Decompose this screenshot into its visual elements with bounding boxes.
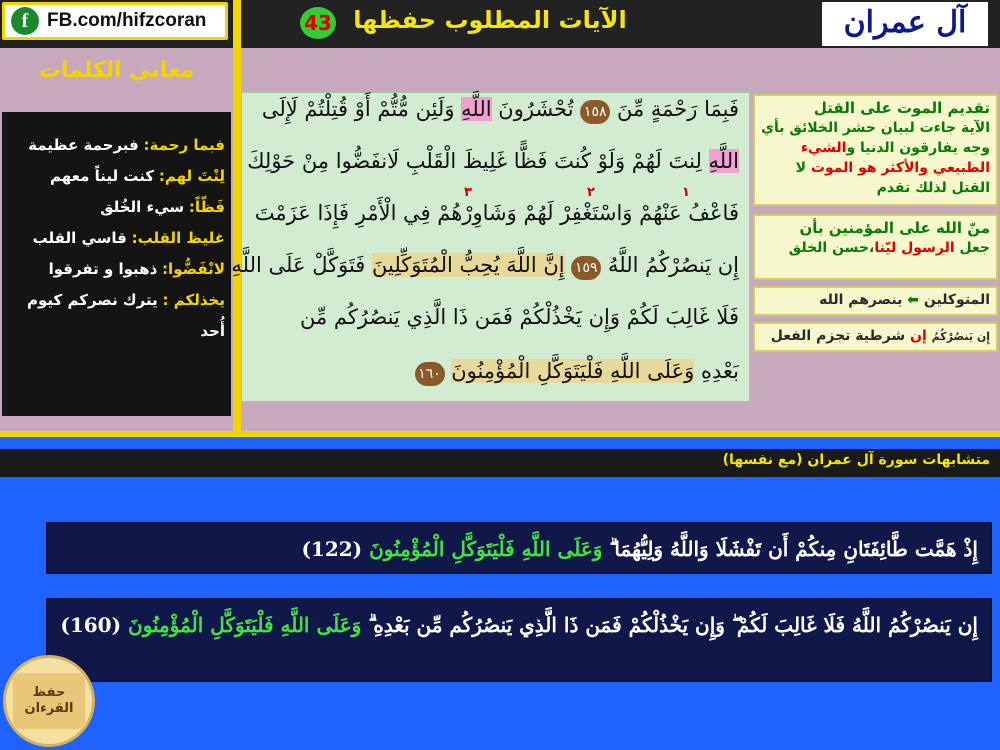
meaning-term: فبما رحمة:	[143, 136, 225, 154]
ayah-number: ١٥٩	[571, 256, 601, 280]
meaning-def: يترك نصركم كيوم أُحد	[27, 291, 225, 340]
verse-text: فَتَوَكَّلْ عَلَى اللَّهِ	[231, 253, 366, 277]
meaning-def: سيء الخُلق	[100, 198, 185, 216]
verse-panel	[231, 92, 750, 402]
verse-text: إِن يَنصُرْكُمُ اللَّهُ فَلَا غَالِبَ لَكُمْ ۖ وَإِن يَخْذُلْكُمْ فَمَن ذَا الَّذِي يَنصُرُكُم مِّن بَعْدِهِ ۗ	[368, 613, 978, 637]
note-death-before-killing	[753, 94, 998, 206]
similar-verse-160	[46, 598, 992, 682]
verse-line-6	[251, 359, 739, 386]
note-prophet-gentle	[753, 214, 998, 280]
ayah-number: ١٥٨	[580, 100, 610, 124]
lesson-number-badge: 43	[300, 7, 336, 39]
verse-line-2	[247, 149, 739, 173]
meaning-item	[8, 285, 225, 347]
meaning-item	[8, 254, 225, 285]
meaning-term: فَظّاً:	[188, 198, 225, 216]
verse-text: فَاعْفُ عَنْهُمْ وَاسْتَغْفِرْ لَهُمْ وَشَاوِرْهُمْ فِي الْأَمْرِ فَإِذَا عَزَمْتَ	[254, 201, 739, 225]
verse-text: بَعْدِهِ	[700, 359, 739, 383]
similar-title: متشابهات سورة آل عمران (مع نفسها)	[722, 452, 990, 468]
meaning-term: غليظ القلب:	[131, 229, 225, 247]
meaning-def: قاسي القلب	[32, 229, 127, 247]
ayah-number: ١٦٠	[415, 362, 445, 386]
meaning-item	[8, 130, 225, 161]
facebook-url: FB.com/hifzcoran	[47, 10, 207, 31]
meaning-def: ذهبوا و تفرقوا	[48, 260, 158, 278]
verse-text: فَلَا غَالِبَ لَكُمْ وَإِن يَخْذُلْكُمْ فَمَن ذَا الَّذِي يَنصُرُكُم مِّن	[299, 305, 739, 329]
verse-line-4	[231, 253, 739, 280]
verse-line-5	[251, 305, 739, 329]
verse-line-1	[251, 97, 739, 124]
meanings-list	[2, 112, 231, 416]
verse-number: (122)	[301, 537, 363, 561]
surah-name: آل عمران	[822, 2, 988, 46]
meaning-def: فبرحمة عظيمة	[28, 136, 139, 154]
facebook-link[interactable]	[2, 2, 228, 40]
verse-text: تُحْشَرُونَ	[498, 97, 574, 121]
arrow-left-icon: ⬅	[907, 292, 920, 308]
word-marker: ٢	[587, 185, 595, 200]
verse-text: فَبِمَا رَحْمَةٍ مِّنَ	[616, 97, 739, 121]
verse-highlight: اللَّهِ	[461, 97, 492, 121]
verse-highlight: إِنَّ اللَّهَ يُحِبُّ الْمُتَوَكِّلِينَ	[372, 253, 565, 277]
note-text: شرطية تجزم الفعل	[770, 328, 906, 344]
meaning-term: لِنْتَ لهم:	[158, 167, 225, 185]
similar-verse-122	[46, 522, 992, 574]
verse-text: إِذْ هَمَّت طَّائِفَتَانِ مِنكُمْ أَن تَفْشَلَا وَاللَّهُ وَلِيُّهُمَا ۗ	[609, 537, 978, 561]
meanings-title: معاني الكلمات	[38, 58, 195, 83]
note-title: تقديم الموت على القتل	[813, 99, 990, 117]
meaning-item	[8, 161, 225, 192]
logo-text: القرءان	[24, 701, 74, 716]
meaning-term: يخذلكم :	[162, 291, 225, 309]
note-text: جعل	[959, 240, 990, 256]
note-highlight: والأكثر هو الموت	[810, 160, 928, 176]
note-text: ينصرهم الله	[819, 292, 903, 308]
meaning-def: كنت ليناً معهم	[49, 167, 155, 185]
facebook-icon: f	[11, 7, 39, 35]
note-text: لا القتل لذلك تقدم	[795, 160, 990, 196]
note-reliers	[753, 286, 998, 316]
note-highlight: الرسول ليّنا	[874, 240, 955, 256]
vertical-divider	[233, 0, 241, 432]
note-text: ،حسن الخلق	[788, 240, 875, 256]
meaning-term: لانْفَضُّوا:	[162, 260, 225, 278]
meaning-item	[8, 223, 225, 254]
logo-text: حفظ	[32, 685, 66, 700]
verse-highlight: وَعَلَى اللَّهِ فَلْيَتَوَكَّلِ الْمُؤْمِنُونَ	[451, 359, 695, 383]
verse-highlight: وَعَلَى اللَّهِ فَلْيَتَوَكَّلِ الْمُؤْمِنُونَ	[128, 613, 362, 637]
verse-line-3	[251, 201, 739, 225]
verse-number: (160)	[60, 613, 122, 637]
word-marker: ١	[682, 185, 690, 200]
page-title: الآيات المطلوب حفظها	[353, 6, 627, 34]
verse-highlight: وَعَلَى اللَّهِ فَلْيَتَوَكَّلِ الْمُؤْمِنُونَ	[369, 537, 603, 561]
note-conditional	[753, 322, 998, 352]
verse-text: إِن يَنصُرْكُمُ اللَّهُ	[607, 253, 739, 277]
note-text: و	[846, 140, 856, 156]
note-highlight: الشيء الطبيعي	[800, 140, 990, 176]
verse-text: لِنتَ لَهُمْ وَلَوْ كُنتَ فَظًّا غَلِيظَ الْقَلْبِ لَانفَضُّوا مِنْ حَوْلِكَ	[247, 149, 702, 173]
logo-badge	[13, 673, 85, 729]
note-text: المتوكلين	[923, 292, 990, 308]
verse-text: وَلَئِن مُّتُّمْ أَوْ قُتِلْتُمْ لَإِلَى	[261, 97, 455, 121]
word-marker: ٣	[464, 185, 472, 200]
note-text: إِن يَنصُرْكُمُ	[931, 330, 990, 343]
verse-highlight: اللَّهِ	[708, 149, 739, 173]
note-title: منّ الله على المؤمنين بأن	[799, 219, 990, 237]
section-divider	[0, 437, 1000, 449]
note-highlight: إن	[910, 328, 927, 344]
meaning-item	[8, 192, 225, 223]
note-text: الآية جاءت لبيان حشر الخلائق بأي وجه يفارقون الدنيا	[761, 120, 990, 156]
hifz-logo	[3, 655, 95, 747]
